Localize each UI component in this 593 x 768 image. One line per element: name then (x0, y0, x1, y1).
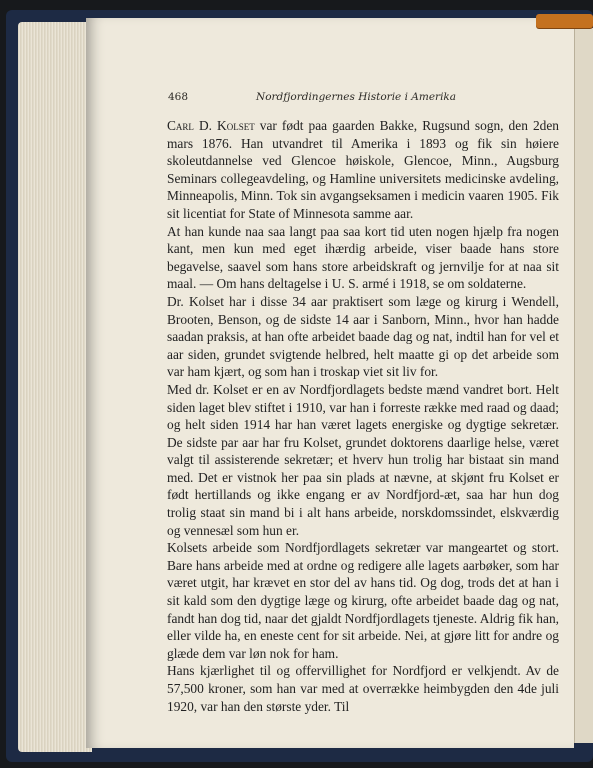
paragraph-3: Dr. Kolset har i disse 34 aar praktisert som læge og kirurg i Wendell, Brooten, Benson, og de sidste 14 aar i Sanborn, Minn., hvor han hadde saadan praksis, at han ofte arbeidet baade dag og nat, indtil han for vel et aar siden, grundet svigtende helbred, helt maatte gi op det arbeide som var ham kjært, og som han i troskap viet sit liv for. (167, 293, 559, 380)
paragraph-1 (167, 117, 559, 223)
paragraph-1-text: var født paa gaarden Bakke, Rugsund sogn, den 2den mars 1876. Han utvandret til Amerika i 1893 og fik sin høiere skoleutdannelse ved Glencoe høiskole, Glencoe, Minn., Augsburg Seminars collegeavdeling, og Hamline universitets medicinske avdeling, Minneapolis, Minn. Tok sin avgangseksamen i medicin vaaren 1905. Fik sit licentiat for State of Minnesota samme aar. (167, 118, 559, 221)
next-page-edge (574, 28, 593, 743)
paragraph-4: Med dr. Kolset er en av Nordfjordlagets bedste mænd vandret bort. Helt siden laget blev stiftet i 1910, var han i forreste række med raad og daad; og helt siden 1914 har han været lagets energiske og dygtige sekretær. De sidste par aar har fru Kolset, grundet doktorens daarlige helse, været valgt til assisterende sekretær; et hverv hun trolig har bistaat sin mand med. Det er vistnok her paa sin plads at nævne, at skjønt fru Kolset er født hertillands og ikke engang er av Nordfjord-æt, saa har hun dog trolig staat sin mand bi i alt hans arbeide, norskdomssindet, elskværdig og vennesæl som hun er. (167, 381, 559, 538)
lead-name: Carl D. Kolset (167, 118, 255, 133)
paragraph-6: Hans kjærlighet til og offervillighet for Nordfjord er velkjendt. Av de 57,500 kroner, som han var med at overrække heimbygden den 4de juli 1920, var han den største yder. Til (167, 663, 559, 714)
page-number: 468 (168, 91, 189, 103)
bookmark-ribbon (536, 14, 593, 28)
running-title: Nordfjordingernes Historie i Amerika (256, 91, 457, 103)
body-text (167, 117, 559, 715)
paragraph-2: At han kunde naa saa langt paa saa kort tid uten nogen hjælp fra nogen kant, men kun med eget ihærdig arbeide, viser baade hans store begavelse, saavel som hans store arbeidskraft og jernvilje for at naa sit maal. — Om hans deltagelse i U. S. armé i 1918, se om soldaterne. (167, 223, 559, 292)
paragraph-5: Kolsets arbeide som Nordfjordlagets sekretær var mangeartet og stort. Bare hans arbeide med at ordne og redigere alle lagets aarbøker, som har været utgit, har krævet en stor del av hans tid. Og dog, trods det at han i sit kald som den dygtige læge og kirurg, ofte arbeidet baade dag og nat, fandt han dog tid, naar det gjaldt Nordfjordlagets tjeneste. Aldrig fik han, eller vilde ha, en eneste cent for sit arbeide. Nei, at gjøre litt for andre og glæde dem var løn nok for ham. (167, 540, 559, 661)
page-stack (18, 22, 92, 752)
